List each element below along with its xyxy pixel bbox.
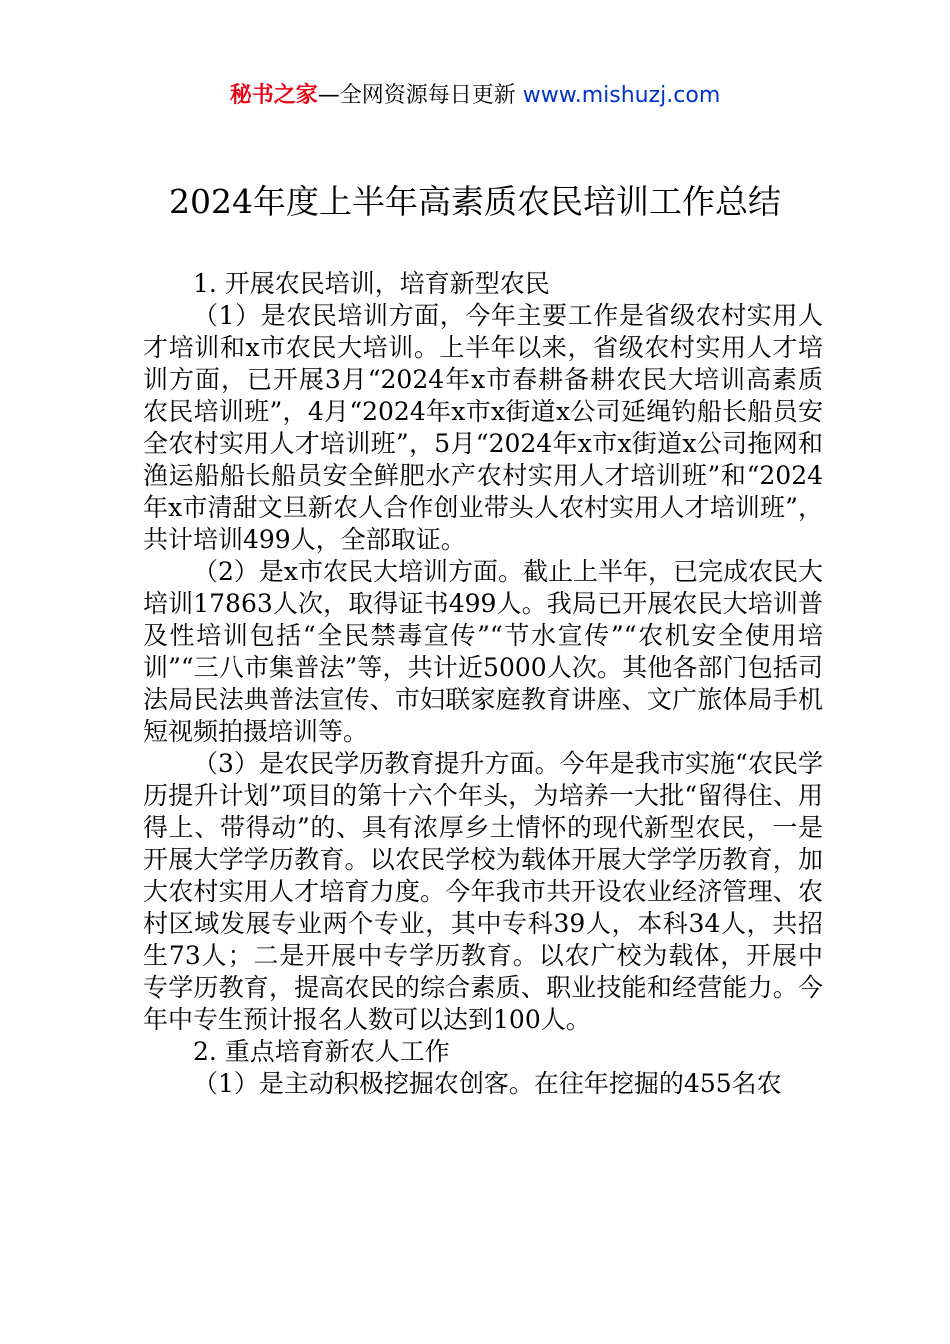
body-paragraph: （1）是农民培训方面，今年主要工作是省级农村实用人才培训和x市农民大培训。上半年以来，省级农村实用人才培训方面，已开展3月“2024年x市春耕备耕农民大培训高素质农民培训班”，4月“2024年x市x街道x公司延绳钓船长船员安全农村实用人才培训班”，5月“2024年x市x街道x公司拖网和渔运船船长船员安全鲜肥水产农村实用人才培训班”和“2024年x市清甜文旦新农人合作创业带头人农村实用人才培训班”，共计培训499人，全部取证。 <box>143 301 823 554</box>
site-slogan: —全网资源每日更新 <box>317 83 516 108</box>
site-brand: 秘书之家 <box>229 83 318 108</box>
body-paragraph: （1）是主动积极挖掘农创客。在往年挖掘的455名农 <box>193 1069 782 1098</box>
body-paragraph: （2）是x市农民大培训方面。截止上半年，已完成农民大培训17863人次，取得证书499人。我局已开展农民大培训普及性培训包括“全民禁毒宣传”“节水宣传”“农机安全使用培训”“三八市集普法”等，共计近5000人次。其他各部门包括司法局民法典普法宣传、市妇联家庭教育讲座、文广旅体局手机短视频拍摄培训等。 <box>143 557 824 746</box>
body-paragraph: （3）是农民学历教育提升方面。今年是我市实施“农民学历提升计划”项目的第十六个年头，为培养一大批“留得住、用得上、带得动”的、具有浓厚乡土情怀的现代新型农民，一是开展大学学历教育。以农民学校为载体开展大学学历教育，加大农村实用人才培育力度。今年我市共开设农业经济管理、农村区域发展专业两个专业，其中专科39人，本科34人，共招生73人；二是开展中专学历教育。以农广校为载体，开展中专学历教育，提高农民的综合素质、职业技能和经营能力。今年中专生预计报名人数可以达到100人。 <box>143 749 823 1034</box>
site-url-link[interactable]: www.mishuzj.com <box>522 83 721 108</box>
section-heading-1: 1. 开展农民培训，培育新型农民 <box>193 269 550 298</box>
site-header <box>0 80 950 112</box>
section-heading-2: 2. 重点培育新农人工作 <box>193 1037 450 1066</box>
document-title: 2024年度上半年高素质农民培训工作总结 <box>169 182 781 221</box>
document-body <box>143 268 823 1100</box>
